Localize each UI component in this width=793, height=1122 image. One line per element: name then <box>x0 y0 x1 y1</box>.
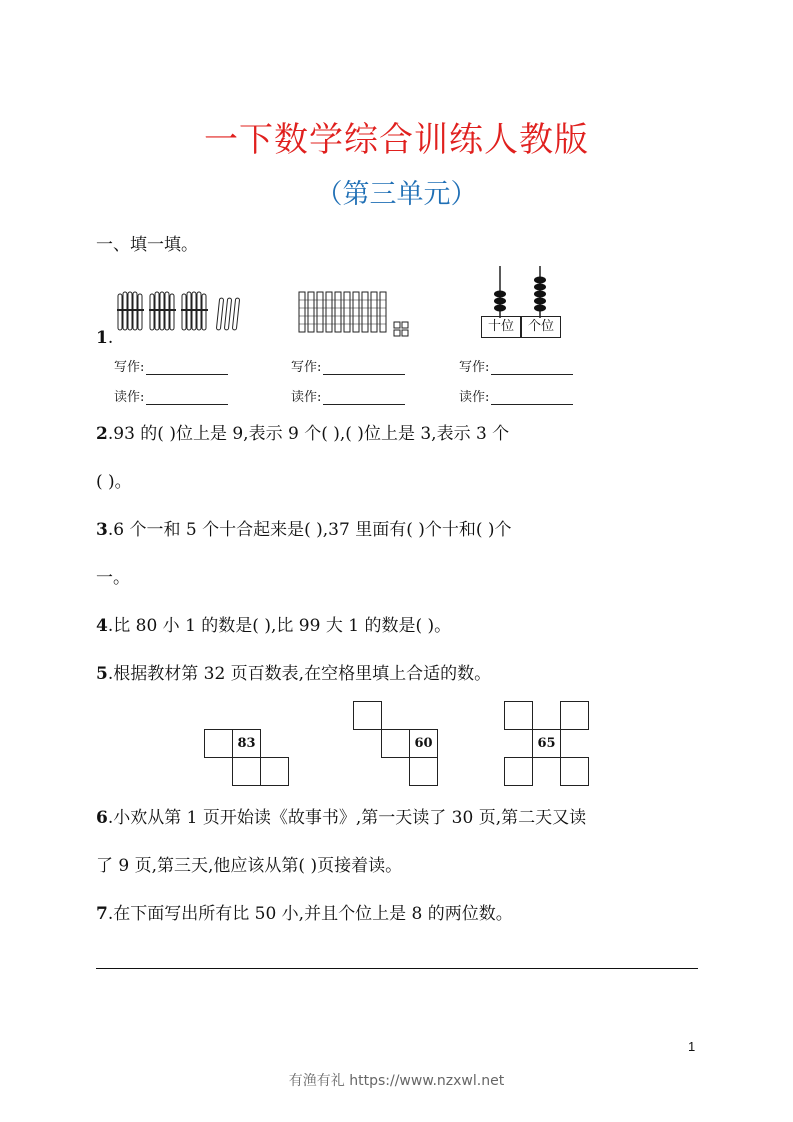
answer-line[interactable] <box>96 968 698 969</box>
page-title: 一下数学综合训练人教版 <box>204 120 589 160</box>
place-value-tens: 十位 <box>481 316 521 338</box>
grid-cell-blank[interactable] <box>260 757 289 786</box>
grid-cell-blank[interactable] <box>204 729 233 758</box>
question-5-line-1: 5.根据教材第 32 页百数表,在空格里填上合适的数。 <box>96 664 492 684</box>
grid-cell-blank[interactable] <box>353 701 382 730</box>
grid-cell-blank[interactable] <box>409 757 438 786</box>
place-value-ones: 个位 <box>521 316 561 338</box>
question-3-line-2: 一。 <box>96 568 130 588</box>
write-field-2[interactable]: 写作: <box>291 356 405 375</box>
grid-cell-blank[interactable] <box>560 757 589 786</box>
grid-cell-83: 83 <box>232 729 261 758</box>
question-3-line-1: 3.6 个一和 5 个十合起来是( ),37 里面有( )个十和( )个 <box>96 520 512 540</box>
question-6-line-1: 6.小欢从第 1 页开始读《故事书》,第一天读了 30 页,第二天又读 <box>96 808 587 828</box>
write-field-3[interactable]: 写作: <box>459 356 573 375</box>
grid-cell-65: 65 <box>532 729 561 758</box>
footer-watermark: 有渔有礼 https://www.nzxwl.net <box>288 1073 505 1089</box>
question-6-line-2: 了 9 页,第三天,他应该从第( )页接着读。 <box>96 856 403 876</box>
section-heading: 一、填一填。 <box>96 235 198 255</box>
grid-cell-blank[interactable] <box>381 729 410 758</box>
question-2-line-2: ( )。 <box>96 472 132 492</box>
read-field-1[interactable]: 读作: <box>114 386 228 405</box>
question-1-number: 1. <box>96 328 114 348</box>
read-field-3[interactable]: 读作: <box>459 386 573 405</box>
question-4-line-1: 4.比 80 小 1 的数是( ),比 99 大 1 的数是( )。 <box>96 616 452 636</box>
grid-cell-blank[interactable] <box>504 701 533 730</box>
question-7-line-1: 7.在下面写出所有比 50 小,并且个位上是 8 的两位数。 <box>96 904 513 924</box>
bundles-of-sticks-icon <box>114 288 254 336</box>
grid-cell-blank[interactable] <box>504 757 533 786</box>
tens-rods-and-ones-cubes-icon <box>297 290 415 338</box>
grid-cell-blank[interactable] <box>560 701 589 730</box>
grid-cell-blank[interactable] <box>232 757 261 786</box>
abacus-icon <box>484 264 564 318</box>
read-field-2[interactable]: 读作: <box>291 386 405 405</box>
write-field-1[interactable]: 写作: <box>114 356 228 375</box>
page-subtitle: （第三单元） <box>315 179 478 210</box>
question-2-line-1: 2.93 的( )位上是 9,表示 9 个( ),( )位上是 3,表示 3 个 <box>96 424 510 444</box>
page-number: 1 <box>688 1039 696 1054</box>
grid-cell-60: 60 <box>409 729 438 758</box>
